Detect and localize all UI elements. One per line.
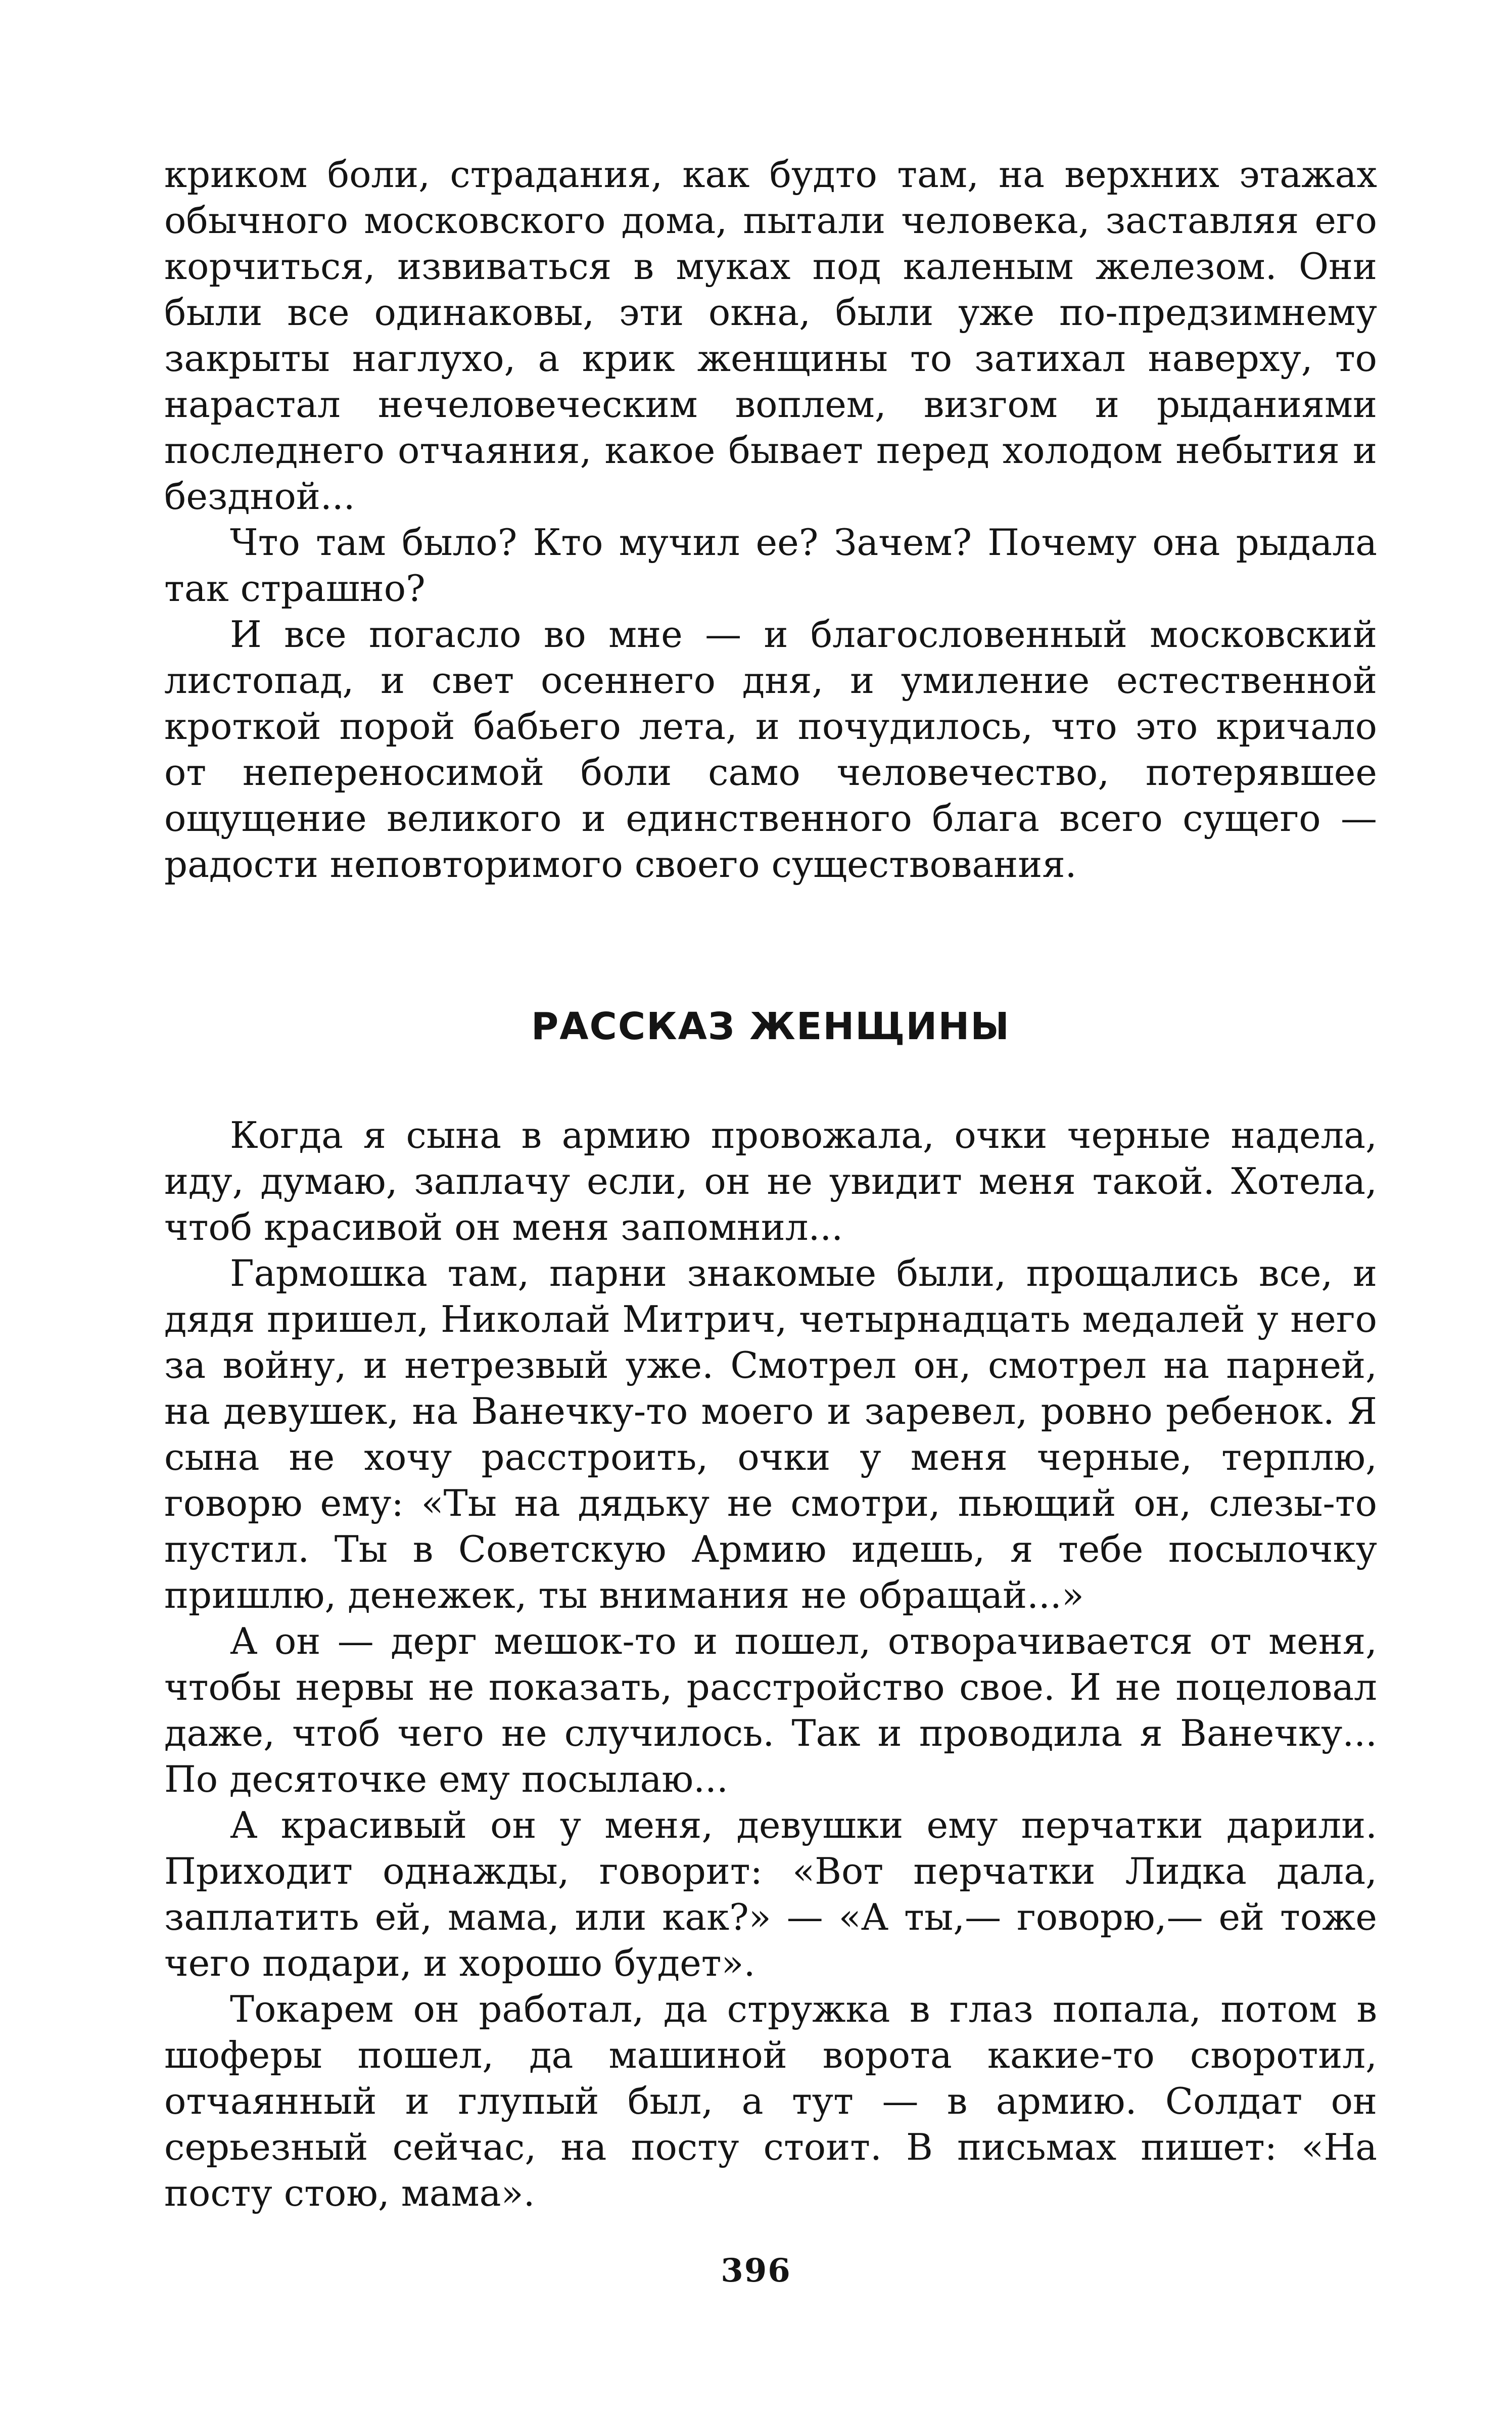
paragraph: А красивый он у меня, девушки ему перчатки дарили. Приходит однажды, говорит: «Вот перчатки Лидка дала, заплатить ей, мама, или как?» — «А ты,— говорю,— ей тоже чего подари, и хорошо будет». — [164, 1804, 1377, 1984]
paragraph-continued: криком боли, страдания, как будто там, на верхних этажах обычного московского дома, пытали человека, заставляя его корчиться, извиваться в муках под каленым железом. Они были все одинаковы, эти окна, были уже по-предзимнему закрыты наглухо, а крик женщины то затихал наверху, то нарастал нечеловеческим воплем, визгом и рыданиями последнего отчаяния, какое бывает перед холодом небытия и бездной... — [164, 153, 1377, 518]
paragraph: Гармошка там, парни знакомые были, прощались все, и дядя пришел, Николай Митрич, четырнадцать медалей у него за войну, и нетрезвый уже. Смотрел он, смотрел на парней, на девушек, на Ванечку-то моего и заревел, ровно ребенок. Я сына не хочу расстроить, очки у меня черные, терплю, говорю ему: «Ты на дядьку не смотри, пьющий он, слезы-то пустил. Ты в Советскую Армию идешь, я тебе посылочку пришлю, денежек, ты внимания не обращай...» — [164, 1252, 1377, 1616]
page-number: 396 — [721, 2252, 791, 2290]
paragraph: И все погасло во мне — и благословенный московский листопад, и свет осеннего дня, и умиление естественной кроткой порой бабьего лета, и почудилось, что это кричало от непереносимой боли само человечество, потерявшее ощущение великого и единственного блага всего сущего — радости неповторимого своего существования. — [164, 613, 1377, 886]
paragraph: Когда я сына в армию провожала, очки черные надела, иду, думаю, заплачу если, он не увидит меня такой. Хотела, чтоб красивой он меня запомнил... — [164, 1114, 1377, 1248]
page-text — [164, 152, 1377, 2216]
paragraph: Токарем он работал, да стружка в глаз попала, потом в шоферы пошел, да машиной ворота какие-то своротил, отчаянный и глупый был, а тут — в армию. Солдат он серьезный сейчас, на посту стоит. В письмах пишет: «На посту стою, мама». — [164, 1988, 1377, 2214]
paragraph: Что там было? Кто мучил ее? Зачем? Почему она рыдала так страшно? — [164, 521, 1377, 610]
section-heading: РАССКАЗ ЖЕНЩИНЫ — [531, 1005, 1010, 1048]
paragraph: А он — дерг мешок-то и пошел, отворачивается от меня, чтобы нервы не показать, расстройство свое. И не поцеловал даже, чтоб чего не случилось. Так и проводила я Ванечку... По десяточке ему посылаю... — [164, 1620, 1377, 1800]
